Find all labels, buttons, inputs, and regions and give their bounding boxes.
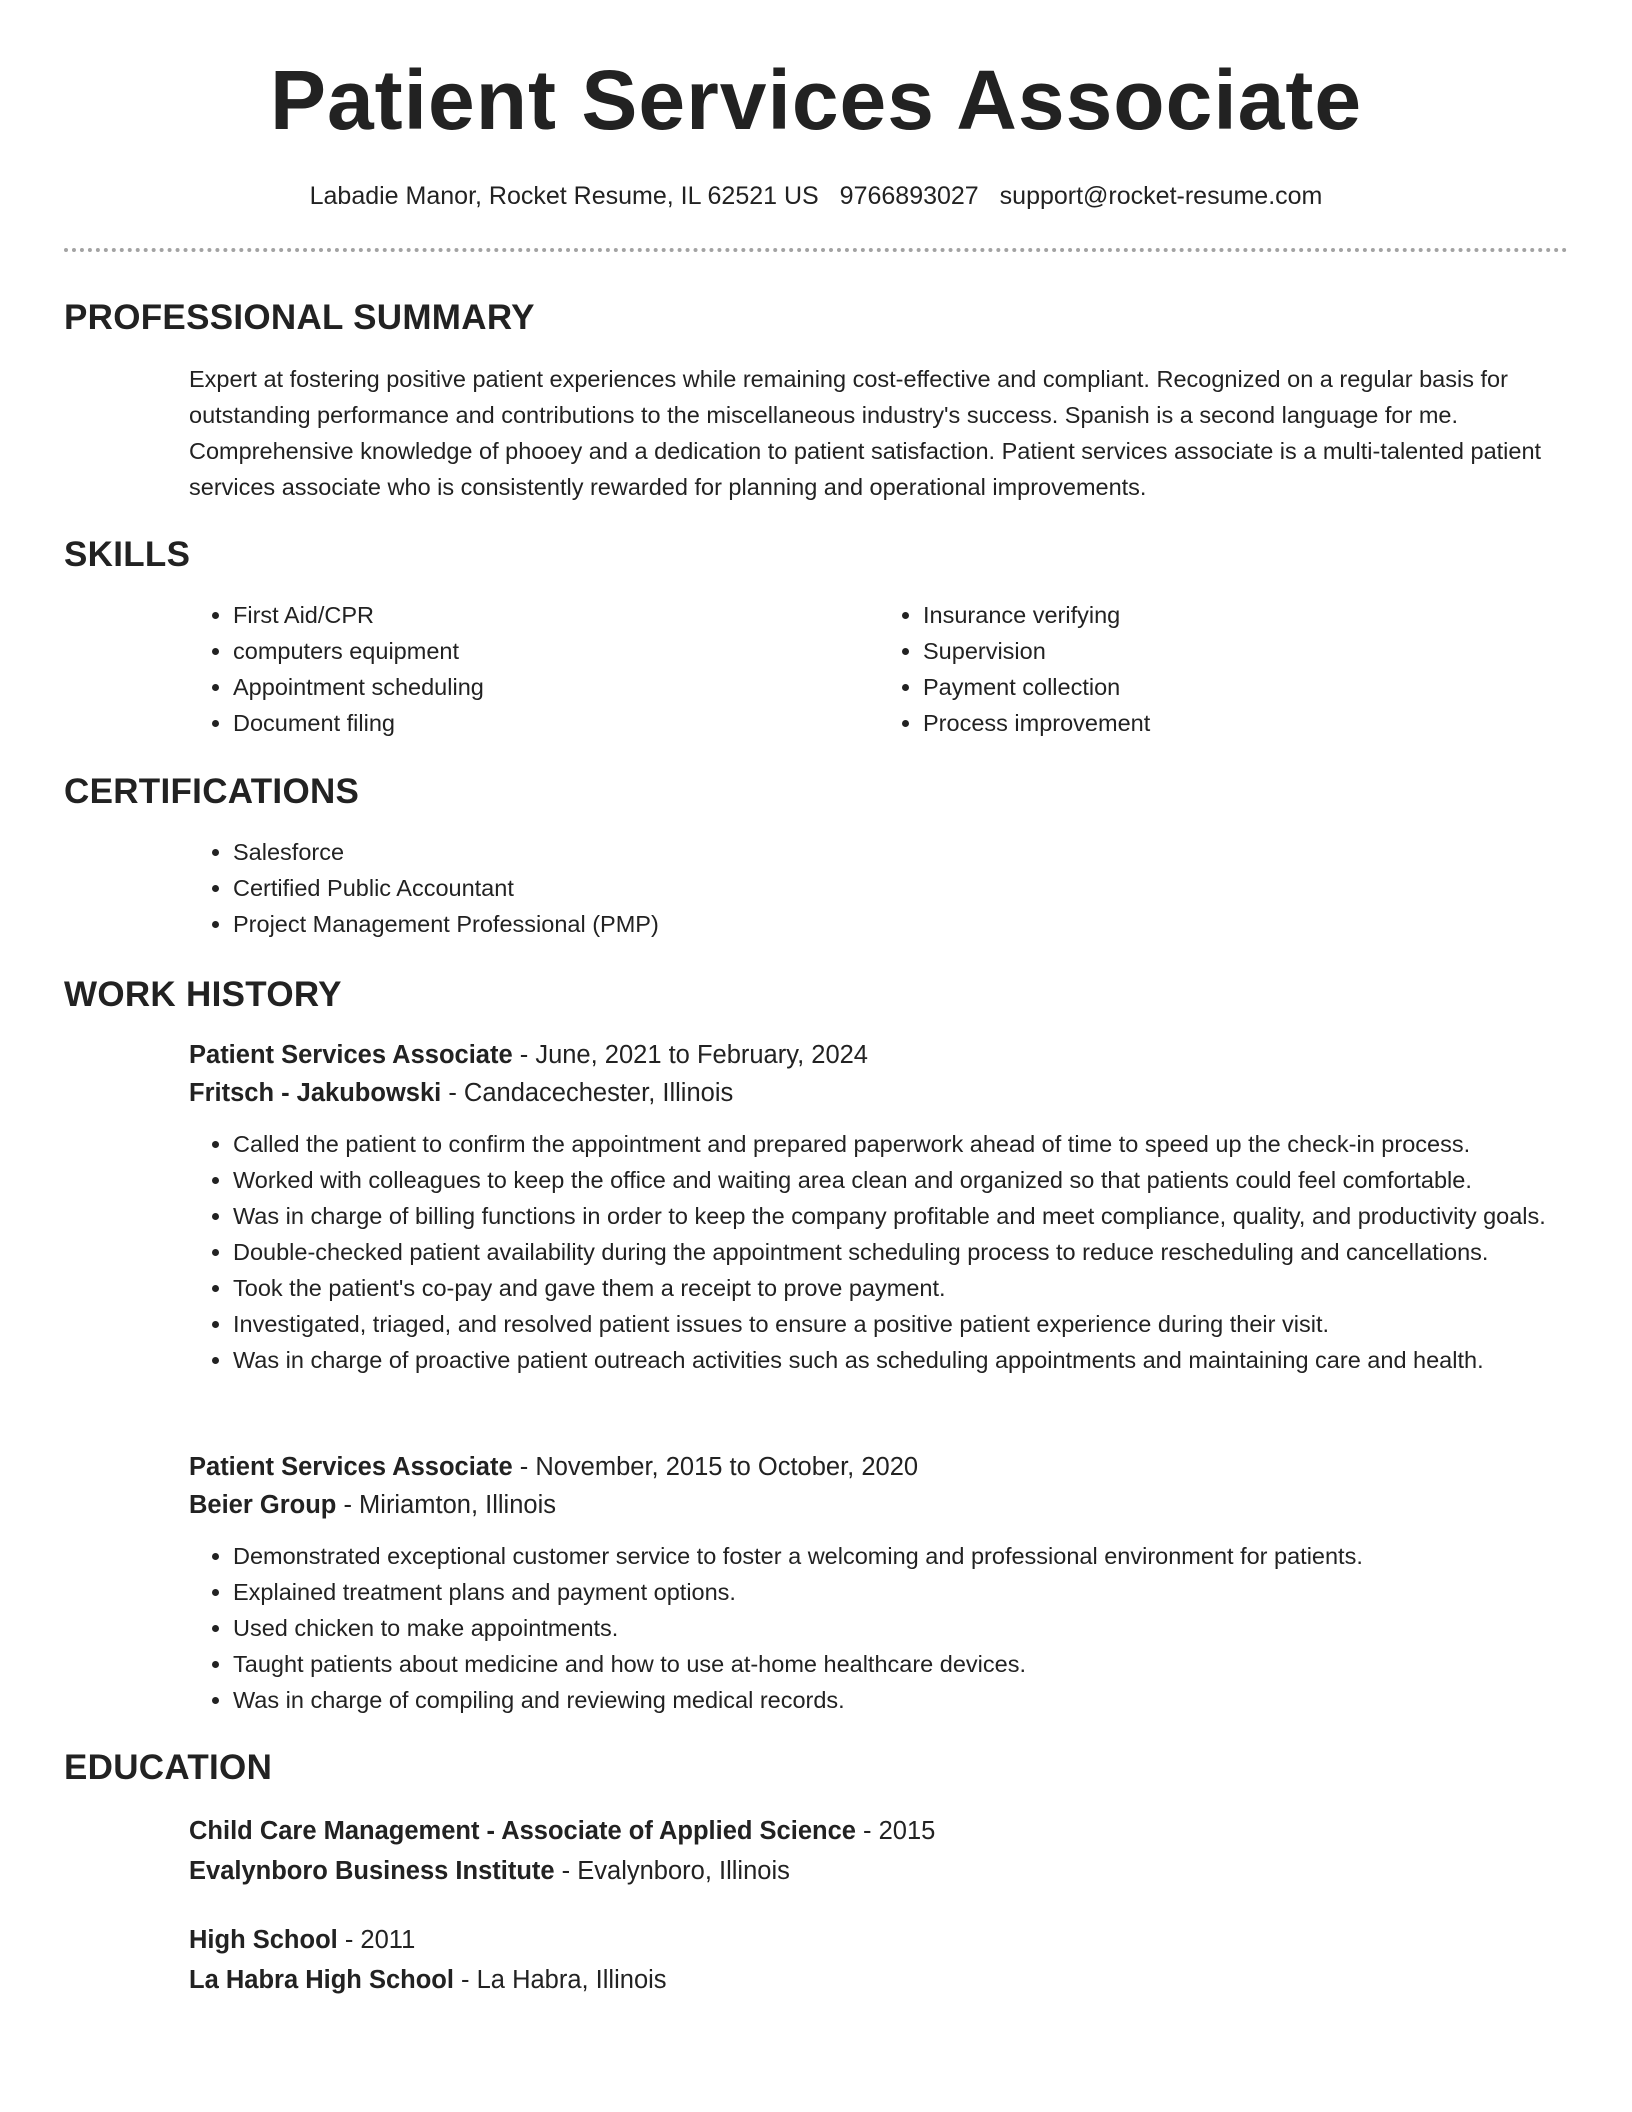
header-divider [64,248,1568,252]
job-bullets [189,1538,1569,1718]
certification-item: • Certified Public Accountant [233,870,1569,906]
job-bullet: • Was in charge of proactive patient outreach activities such as scheduling appointments and maintaining care and health. [233,1342,1569,1378]
job-bullet: • Demonstrated exceptional customer service to foster a welcoming and professional environment for patients. [233,1538,1569,1574]
certifications-list [189,834,1569,942]
skill-item: • First Aid/CPR [233,597,879,633]
education-heading: EDUCATION [64,1748,273,1787]
job-location: - Miriamton, Illinois [336,1491,557,1519]
education-year: - 2011 [337,1926,416,1954]
skill-item: • computers equipment [233,633,879,669]
job-company: Beier Group [189,1491,337,1519]
summary-body [189,361,1549,505]
contact-phone: 9766893027 [839,182,979,210]
job-location: - Candacechester, Illinois [441,1079,734,1107]
summary-heading: PROFESSIONAL SUMMARY [64,298,535,337]
job-bullet: • Taught patients about medicine and how to use at-home healthcare devices. [233,1646,1569,1682]
education-degree-line [189,1811,1569,1851]
skill-item: • Supervision [923,633,1569,669]
skills-body [189,597,1569,741]
education-degree: High School [189,1926,338,1954]
education-school-line [189,1851,1569,1891]
job-bullet: • Called the patient to confirm the appointment and prepared paperwork ahead of time to speed up the check-in process. [233,1126,1569,1162]
education-school: La Habra High School [189,1966,454,1994]
education-location: - Evalynboro, Illinois [554,1857,790,1885]
education-section [64,1748,1568,1788]
education-location: - La Habra, Illinois [453,1966,667,1994]
job-title: Patient Services Associate [189,1453,513,1481]
certification-item: • Salesforce [233,834,1569,870]
education-entry [189,1811,1569,1891]
education-degree-line [189,1920,1569,1960]
skills-list-left [189,597,879,741]
job-bullet: • Worked with colleagues to keep the office and waiting area clean and organized so that patients could feel comfortable. [233,1162,1569,1198]
skill-item: • Payment collection [923,669,1569,705]
skills-list-right [879,597,1569,741]
job-bullet: • Took the patient's co-pay and gave them a receipt to prove payment. [233,1270,1569,1306]
skill-item: • Appointment scheduling [233,669,879,705]
education-school-line [189,1960,1569,2000]
education-entry [189,1920,1569,2000]
education-school: Evalynboro Business Institute [189,1857,555,1885]
job-bullet: • Double-checked patient availability during the appointment scheduling process to reduce rescheduling and cancellations. [233,1234,1569,1270]
skill-item: • Document filing [233,705,879,741]
job-bullets [189,1126,1569,1378]
job-entry [189,1036,1569,1378]
job-bullet: • Investigated, triaged, and resolved patient issues to ensure a positive patient experience during their visit. [233,1306,1569,1342]
skills-heading: SKILLS [64,535,191,574]
summary-text: Expert at fostering positive patient experiences while remaining cost-effective and compliant. Recognized on a regular basis for outstanding performance and contributions to the miscellaneous industry's success. Spanish is a second language for me. Comprehensive knowledge of phooey and a dedication to patient satisfaction. Patient services associate is a multi-talented patient services associate who is consistently rewarded for planning and operational improvements. [189,366,1542,500]
job-title-line [189,1448,1569,1486]
summary-section [64,298,1568,338]
job-dates: - November, 2015 to October, 2020 [512,1453,919,1481]
education-degree: Child Care Management - Associate of Applied Science [189,1817,856,1845]
job-entry [189,1448,1569,1718]
contact-address: Labadie Manor, Rocket Resume, IL 62521 US [309,182,819,210]
certifications-heading: CERTIFICATIONS [64,772,360,811]
job-title-line [189,1036,1569,1074]
skills-section [64,535,1568,575]
certification-item: • Project Management Professional (PMP) [233,906,1569,942]
education-year: - 2015 [855,1817,936,1845]
certifications-body [189,834,1569,942]
job-bullet: • Was in charge of billing functions in order to keep the company profitable and meet compliance, quality, and productivity goals. [233,1198,1569,1234]
certifications-section [64,772,1568,812]
job-bullet: • Was in charge of compiling and reviewing medical records. [233,1682,1569,1718]
job-title: Patient Services Associate [189,1041,513,1069]
work-section [64,975,1568,1015]
resume-name: Patient Services Associate [269,53,1363,147]
job-bullet: • Explained treatment plans and payment options. [233,1574,1569,1610]
skill-item: • Process improvement [923,705,1569,741]
job-bullet: • Used chicken to make appointments. [233,1610,1569,1646]
skill-item: • Insurance verifying [923,597,1569,633]
job-dates: - June, 2021 to February, 2024 [512,1041,868,1069]
contact-email: support@rocket-resume.com [999,182,1323,210]
job-company-line [189,1486,1569,1524]
work-heading: WORK HISTORY [64,975,342,1014]
job-company-line [189,1074,1569,1112]
contact-line [0,182,1632,211]
job-company: Fritsch - Jakubowski [189,1079,442,1107]
